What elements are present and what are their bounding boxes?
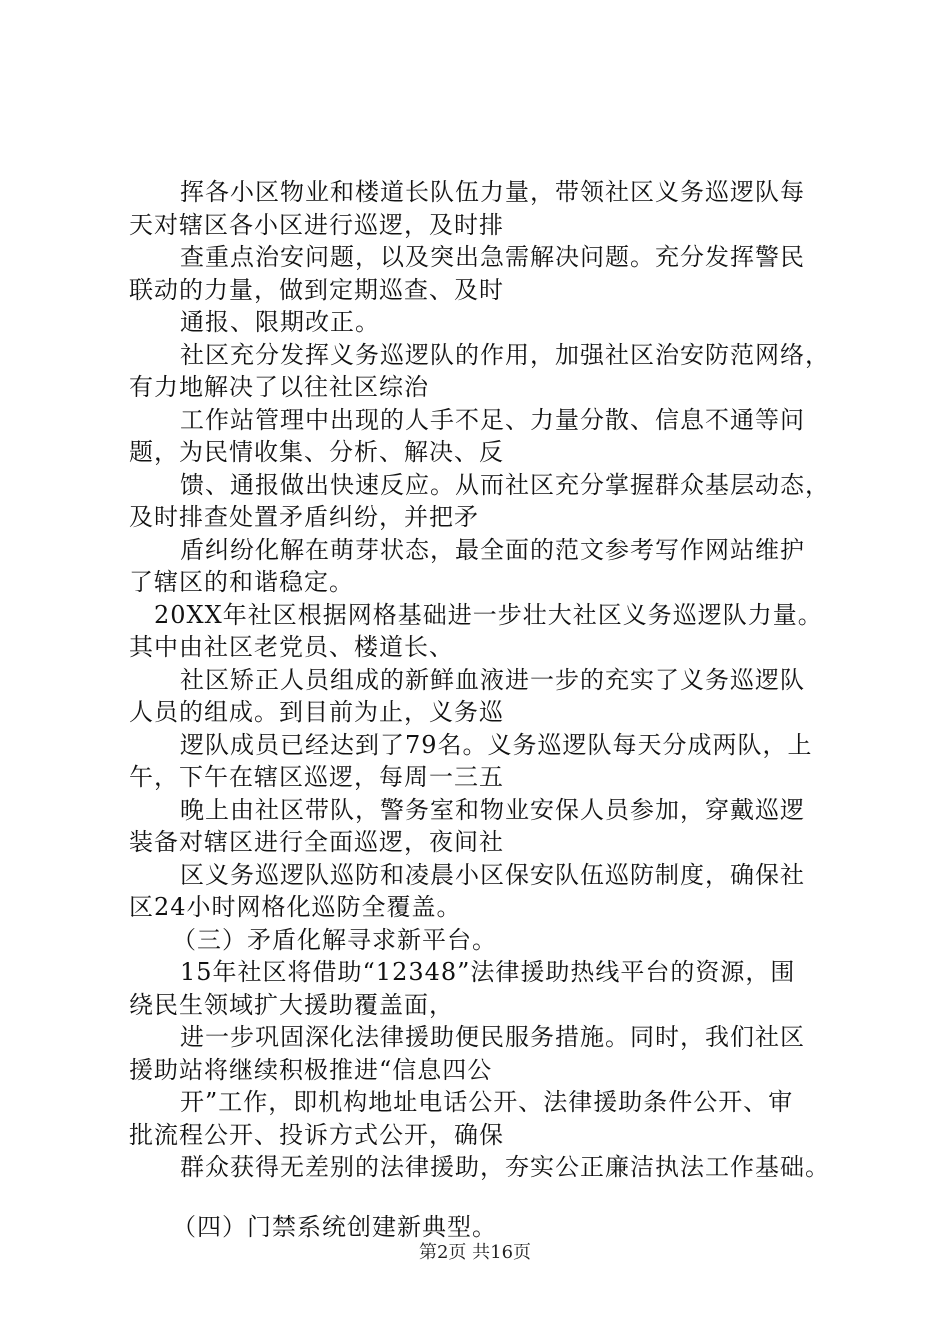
text-line: 其中由社区老党员、楼道长、 xyxy=(129,633,454,661)
text-line: 晚上由社区带队，警务室和物业安保人员参加，穿戴巡逻 xyxy=(180,796,805,824)
text-line: 工作站管理中出现的人手不足、力量分散、信息不通等问 xyxy=(180,406,805,434)
text-line: 装备对辖区进行全面巡逻，夜间社 xyxy=(129,828,504,856)
text-line: 15年社区将借助“12348”法律援助热线平台的资源，围 xyxy=(180,958,796,986)
text-line: 绕民生领域扩大援助覆盖面， xyxy=(129,991,454,1019)
text-line: 援助站将继续积极推进“信息四公 xyxy=(129,1056,493,1084)
text-line: 20XX年社区根据网格基础进一步壮大社区义务巡逻队力量。 xyxy=(154,601,823,629)
text-line: 及时排查处置矛盾纠纷，并把矛 xyxy=(129,503,479,531)
text-line: 批流程公开、投诉方式公开，确保 xyxy=(129,1121,504,1149)
text-line: 群众获得无差别的法律援助，夯实公正廉洁执法工作基础。 xyxy=(180,1153,830,1181)
text-line: 挥各小区物业和楼道长队伍力量，带领社区义务巡逻队每 xyxy=(180,178,805,206)
text-line: 社区充分发挥义务巡逻队的作用，加强社区治安防范网络， xyxy=(180,341,830,369)
text-line: 逻队成员已经达到了79名。义务巡逻队每天分成两队，上 xyxy=(180,731,813,759)
text-line: 盾纠纷化解在萌芽状态，最全面的范文参考写作网站维护 xyxy=(180,536,805,564)
text-line: 进一步巩固深化法律援助便民服务措施。同时，我们社区 xyxy=(180,1023,805,1051)
text-line: 有力地解决了以往社区综治 xyxy=(129,373,429,401)
text-line: 查重点治安问题，以及突出急需解决问题。充分发挥警民 xyxy=(180,243,805,271)
text-line: 午，下午在辖区巡逻，每周一三五 xyxy=(129,763,504,791)
text-line: 区义务巡逻队巡防和凌晨小区保安队伍巡防制度，确保社 xyxy=(180,861,805,889)
text-line: 社区矫正人员组成的新鲜血液进一步的充实了义务巡逻队 xyxy=(180,666,805,694)
text-line: 了辖区的和谐稳定。 xyxy=(129,568,354,596)
text-line: 天对辖区各小区进行巡逻，及时排 xyxy=(129,211,504,239)
section-heading: （四）门禁系统创建新典型。 xyxy=(172,1213,497,1241)
page-number-footer: 第2页 共16页 xyxy=(418,1242,532,1263)
text-line: 联动的力量，做到定期巡查、及时 xyxy=(129,276,504,304)
text-line: 题，为民情收集、分析、解决、反 xyxy=(129,438,504,466)
text-line: 开”工作，即机构地址电话公开、法律援助条件公开、审 xyxy=(180,1088,794,1116)
text-line: 人员的组成。到目前为止，义务巡 xyxy=(129,698,504,726)
text-line: 馈、通报做出快速反应。从而社区充分掌握群众基层动态， xyxy=(180,471,830,499)
text-line: 通报、限期改正。 xyxy=(180,308,380,336)
text-line: 区24小时网格化巡防全覆盖。 xyxy=(129,893,462,921)
section-heading: （三）矛盾化解寻求新平台。 xyxy=(172,926,497,954)
